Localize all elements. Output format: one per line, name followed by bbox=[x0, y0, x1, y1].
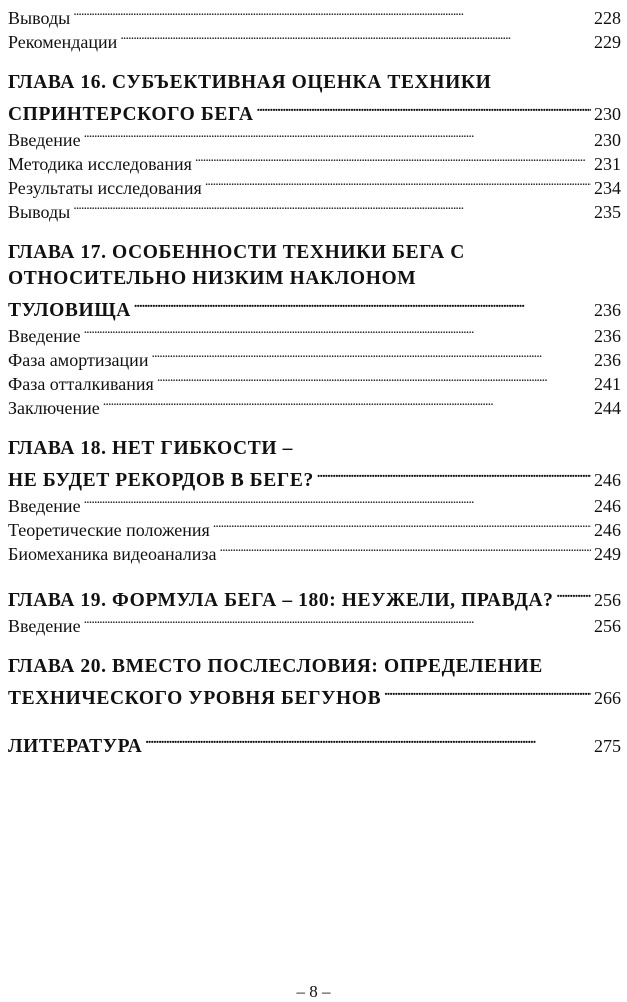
toc-entry-label: Фаза отталкивания bbox=[8, 374, 154, 394]
dot-leader bbox=[84, 488, 591, 512]
dot-leader bbox=[120, 24, 591, 48]
toc-entry-label: Заключение bbox=[8, 398, 100, 418]
chapter-title-label: СПРИНТЕРСКОГО БЕГА bbox=[8, 104, 254, 125]
dot-leader bbox=[84, 122, 591, 146]
toc-entry-label: Фаза амортизации bbox=[8, 350, 149, 370]
table-of-contents bbox=[8, 0, 621, 757]
toc-entry bbox=[8, 146, 621, 174]
chapter-title-label: НЕ БУДЕТ РЕКОРДОВ В БЕГЕ? bbox=[8, 470, 314, 491]
toc-entry-label: Введение bbox=[8, 616, 81, 636]
toc-entry bbox=[8, 488, 621, 516]
page-number-footer: – 8 – bbox=[296, 982, 331, 1001]
toc-entry-label: Методика исследования bbox=[8, 154, 192, 174]
chapter-18-title-line1: ГЛАВА 18. НЕТ ГИБКОСТИ – bbox=[8, 438, 293, 459]
chapter-page: 275 bbox=[594, 736, 621, 756]
chapter-page: 246 bbox=[594, 470, 621, 490]
dot-leader bbox=[257, 96, 591, 120]
chapter-page: 236 bbox=[594, 300, 621, 320]
dot-leader bbox=[84, 608, 591, 632]
toc-entry bbox=[8, 342, 621, 370]
dot-leader bbox=[157, 366, 591, 390]
dot-leader bbox=[557, 582, 591, 606]
chapter-16-title-line2 bbox=[8, 96, 621, 125]
toc-entry-page: 241 bbox=[594, 374, 621, 394]
chapter-page: 230 bbox=[594, 104, 621, 124]
toc-entry-label: Выводы bbox=[8, 202, 71, 222]
toc-entry bbox=[8, 318, 621, 346]
toc-entry-label: Введение bbox=[8, 496, 81, 516]
toc-entry-page: 236 bbox=[594, 326, 621, 346]
toc-entry-page: 244 bbox=[594, 398, 621, 418]
dot-leader bbox=[220, 536, 591, 560]
toc-entry-vyvody-15 bbox=[8, 0, 621, 28]
dot-leader bbox=[73, 194, 591, 218]
dot-leader bbox=[73, 0, 591, 24]
toc-entry-page: 228 bbox=[594, 8, 621, 28]
dot-leader bbox=[317, 462, 591, 486]
chapter-title-label: ГЛАВА 19. ФОРМУЛА БЕГА – 180: НЕУЖЕЛИ, ПРАВДА? bbox=[8, 590, 554, 611]
dot-leader bbox=[151, 342, 591, 366]
toc-entry bbox=[8, 122, 621, 150]
toc-entry-page: 234 bbox=[594, 178, 621, 198]
literature-entry bbox=[8, 728, 621, 757]
toc-entry-label: Введение bbox=[8, 130, 81, 150]
chapter-17-title-line3 bbox=[8, 292, 621, 321]
toc-entry-label: Выводы bbox=[8, 8, 71, 28]
dot-leader bbox=[213, 512, 591, 536]
dot-leader bbox=[134, 292, 591, 316]
chapter-17-title-line1: ГЛАВА 17. ОСОБЕННОСТИ ТЕХНИКИ БЕГА С bbox=[8, 242, 465, 263]
dot-leader bbox=[384, 680, 591, 704]
toc-entry-page: 256 bbox=[594, 616, 621, 636]
chapter-page: 256 bbox=[594, 590, 621, 610]
toc-entry bbox=[8, 608, 621, 636]
dot-leader bbox=[84, 318, 591, 342]
toc-entry-label: Результаты исследования bbox=[8, 178, 202, 198]
toc-entry-page: 246 bbox=[594, 520, 621, 540]
toc-entry bbox=[8, 194, 621, 222]
chapter-page: 266 bbox=[594, 688, 621, 708]
chapter-title-label: ТЕХНИЧЕСКОГО УРОВНЯ БЕГУНОВ bbox=[8, 688, 382, 709]
chapter-16-title-line1: ГЛАВА 16. СУБЪЕКТИВНАЯ ОЦЕНКА ТЕХНИКИ bbox=[8, 72, 492, 93]
dot-leader bbox=[205, 170, 591, 194]
toc-entry-page: 246 bbox=[594, 496, 621, 516]
dot-leader bbox=[195, 146, 591, 170]
toc-entry-label: Рекомендации bbox=[8, 32, 118, 52]
chapter-18-title-line2 bbox=[8, 462, 621, 491]
toc-entry-page: 231 bbox=[594, 154, 621, 174]
dot-leader bbox=[145, 728, 591, 752]
toc-entry-label: Теоретические положения bbox=[8, 520, 210, 540]
dot-leader bbox=[103, 390, 591, 414]
chapter-title-label: ТУЛОВИЩА bbox=[8, 300, 131, 321]
toc-entry-rekomendatsii bbox=[8, 24, 621, 52]
toc-entry-page: 236 bbox=[594, 350, 621, 370]
toc-entry-page: 230 bbox=[594, 130, 621, 150]
toc-entry-page: 229 bbox=[594, 32, 621, 52]
chapter-20-title-line1: ГЛАВА 20. ВМЕСТО ПОСЛЕСЛОВИЯ: ОПРЕДЕЛЕНИЕ bbox=[8, 656, 543, 677]
toc-entry-page: 249 bbox=[594, 544, 621, 564]
toc-entry-label: Введение bbox=[8, 326, 81, 346]
toc-entry-page: 235 bbox=[594, 202, 621, 222]
chapter-19-title bbox=[8, 582, 621, 611]
chapter-20-title-line2 bbox=[8, 680, 621, 709]
chapter-17-title-line2: ОТНОСИТЕЛЬНО НИЗКИМ НАКЛОНОМ bbox=[8, 268, 417, 289]
chapter-title-label: ЛИТЕРАТУРА bbox=[8, 736, 143, 757]
toc-entry bbox=[8, 512, 621, 540]
toc-entry-label: Биомеханика видеоанализа bbox=[8, 544, 217, 564]
